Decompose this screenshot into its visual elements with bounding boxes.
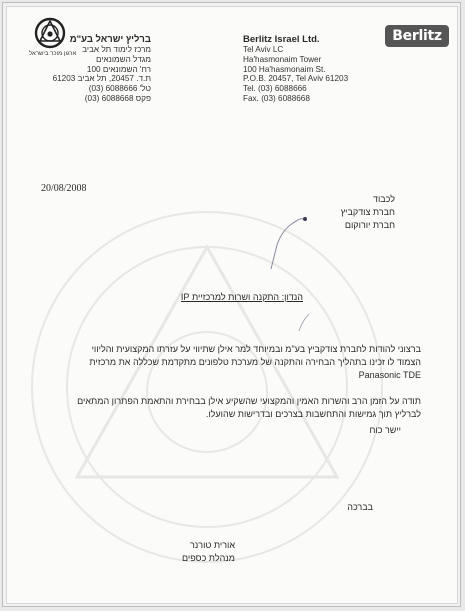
letterhead-hebrew [53, 34, 151, 104]
letter-date: 20/08/2008 [41, 183, 87, 194]
letterhead-hebrew-line: מגדל השמונאים [96, 54, 151, 64]
body-paragraph [77, 395, 421, 421]
letterhead-hebrew-line: טל' 6088666 (03) [88, 84, 151, 94]
letterhead-english-line: 100 Ha'hasmonaim St. [243, 64, 326, 74]
letterhead-hebrew-line: ברליץ ישראל בע"מ [69, 34, 151, 45]
subject-line: הנדון: התקנה ושרות למרכזיית IP [180, 292, 303, 302]
letterhead-english-line: Berlitz Israel Ltd. [243, 34, 320, 45]
letterhead-english-line: Tel. (03) 6088666 [243, 84, 307, 94]
letterhead-english-line: Fax. (03) 6088668 [243, 93, 310, 103]
letterhead-english-line: Ha'hasmonaim Tower [243, 54, 322, 64]
paragraph-line: ברצוני להודות לחברת צודקביץ בע"מ ובמיוחד למר אילן שתיווי על עזרתו המקצועית והליווי [91, 344, 421, 354]
addressee-line: חברת יורוקום [344, 220, 395, 230]
pen-mark-icon [257, 215, 317, 275]
letterhead-english [243, 34, 348, 104]
paragraph-line: תודה על הזמן הרב והשרות האמין והמקצועי שהשקיע אילן בבחירת והתאמת הפתרון המתאים [77, 396, 421, 406]
signature-block [182, 539, 235, 565]
letterhead-hebrew-line: רח' השמונאים 100 [86, 64, 151, 74]
letterhead-english-line: P.O.B. 20457, Tel Aviv 61203 [243, 74, 349, 84]
body-paragraph [89, 343, 421, 382]
paragraph-line: לברליץ תוך גמישות והתחשבות בצרכים ובדרישות שהועלו. [205, 409, 421, 419]
addressee-line: לכבוד [372, 194, 395, 204]
pen-mark-icon [295, 311, 315, 335]
product-name: Panasonic TDE [358, 370, 421, 380]
letterhead-hebrew-line: מרכז לימוד תל אביב [82, 45, 151, 54]
addressee-block [341, 193, 395, 232]
paragraph-line: הצמוד לו זכינו בתהליך הבחירה והתקנה של מערכת טלפונים מתקדמת שכללה את מרכזית [89, 357, 421, 367]
signer-title: מנהלת כספים [182, 553, 235, 563]
letterhead-hebrew-line: ת.ד. 20457, תל אביב 61203 [52, 74, 151, 84]
berlitz-logo: Berlitz [385, 25, 449, 47]
thanks-line: יישר כוח [369, 425, 401, 435]
letterhead-english-line: Tel Aviv LC [243, 45, 284, 54]
closing-line: בברכה [347, 502, 373, 512]
signer-name: אורית טורנר [189, 540, 235, 550]
letter-page [6, 6, 458, 604]
letterhead-hebrew-line: פקס 6088668 (03) [84, 93, 151, 103]
seal-caption: ארגון מוכר בישראל [29, 51, 77, 57]
addressee-line: חברת צודקביץ [340, 207, 395, 217]
